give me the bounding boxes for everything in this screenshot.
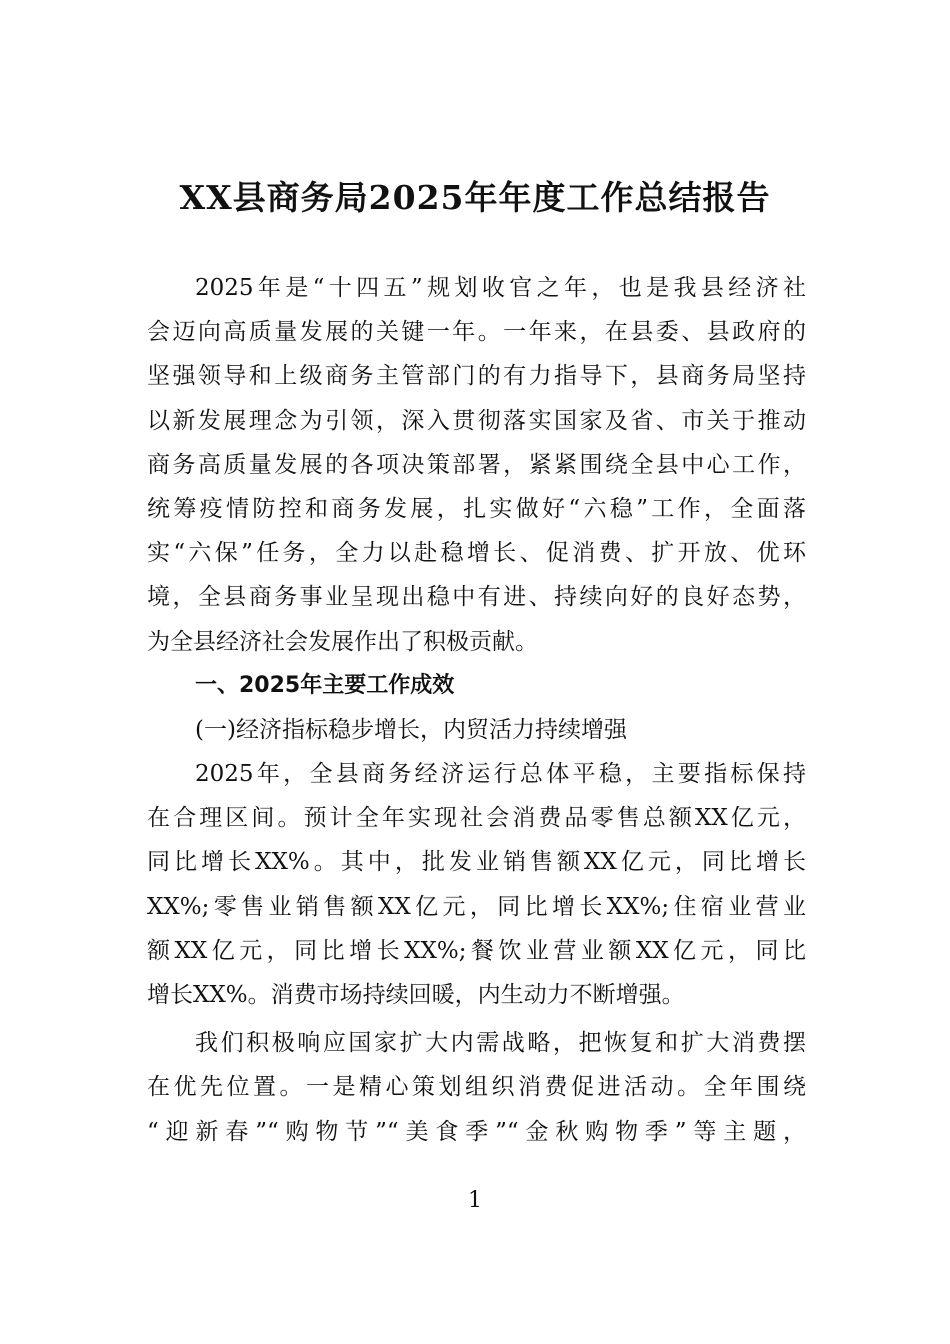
page-number: 1: [468, 1188, 482, 1213]
text-line: 坚强领导和上级商务主管部门的有力指导下，县商务局坚持: [147, 363, 806, 390]
subsection-heading: (一)经济指标稳步增长，内贸活力持续增强: [195, 716, 627, 743]
text-line: 同比增长XX%。其中，批发业销售额XX亿元，同比增长: [147, 849, 806, 876]
text-line: 增长XX%。消费市场持续回暖，内生动力不断增强。: [147, 982, 685, 1008]
text-line: XX%;零售业销售额XX亿元，同比增长XX%;住宿业营业: [147, 893, 806, 920]
text-line: 以新发展理念为引领，深入贯彻落实国家及省、市关于推动: [147, 407, 806, 434]
text-line: 统筹疫情防控和商务发展，扎实做好“六稳”工作，全面落: [147, 495, 806, 522]
text-line: 在优先位置。一是精心策划组织消费促进活动。全年围绕: [147, 1074, 806, 1101]
section-heading: 一、2025年主要工作成效: [195, 672, 455, 698]
text-line: 2025年，全县商务经济运行总体平稳，主要指标保持: [195, 761, 806, 788]
text-line: 实“六保”任务，全力以赴稳增长、促消费、扩开放、优环: [147, 540, 806, 567]
paragraph-consumption: [147, 1021, 806, 1154]
text-line: 境，全县商务事业呈现出稳中有进、持续向好的良好态势，: [147, 584, 806, 611]
paragraph-indicators: [147, 752, 806, 1017]
text-line: 会迈向高质量发展的关键一年。一年来，在县委、县政府的: [147, 319, 806, 346]
text-line: 商务高质量发展的各项决策部署，紧紧围绕全县中心工作，: [147, 451, 806, 478]
text-line: 2025年是“十四五”规划收官之年，也是我县经济社: [195, 275, 806, 301]
paragraph-intro: [147, 266, 806, 664]
text-line: “迎新春”“购物节”“美食季”“金秋购物季”等主题，: [147, 1118, 806, 1145]
document-body: [147, 266, 806, 1154]
text-line: 在合理区间。预计全年实现社会消费品零售总额XX亿元，: [147, 805, 806, 832]
text-line: 为全县经济社会发展作出了积极贡献。: [147, 628, 538, 655]
text-line: 我们积极响应国家扩大内需战略，把恢复和扩大消费摆: [195, 1030, 806, 1057]
text-line: 额XX亿元，同比增长XX%;餐饮业营业额XX亿元，同比: [147, 937, 806, 964]
document-title: XX县商务局2025年年度工作总结报告: [179, 178, 771, 217]
